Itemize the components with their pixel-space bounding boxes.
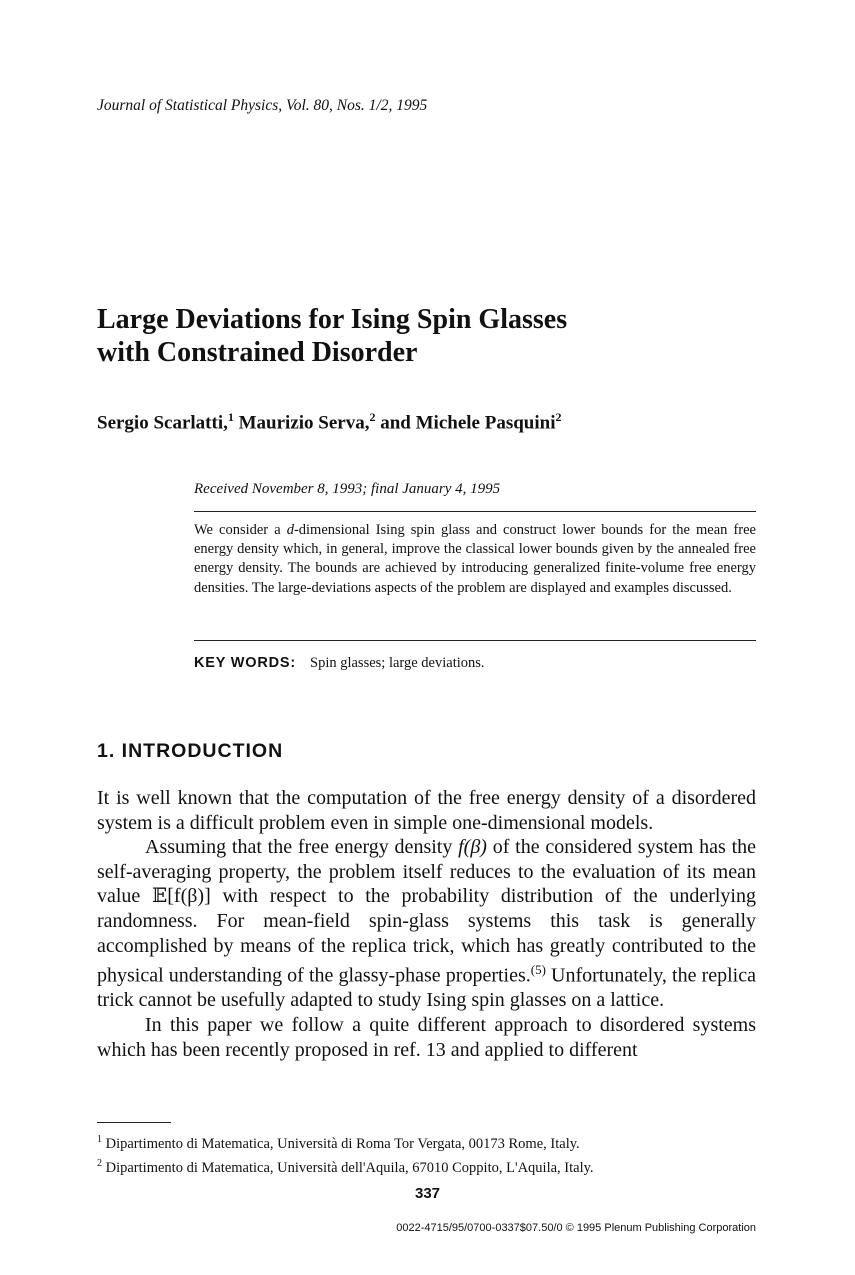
author-3: and Michele Pasquini — [380, 412, 556, 434]
abstract — [194, 521, 756, 598]
received-dates: Received November 8, 1993; final January 4, 1995 — [194, 481, 501, 497]
p2-text-c: with respect to the probability distribution of the underlying randomness. For mean-field spin-glass systems this task is generally accomplished by means of the replica trick, which has greatly contributed to the physical understanding of the glassy-phase properties. — [97, 885, 756, 987]
paragraph-3: In this paper we follow a quite different approach to disordered systems which has been recently proposed in ref. 13 and applied to different — [97, 1014, 756, 1061]
abstract-d-variable: d — [286, 522, 294, 538]
copyright-line: 0022-4715/95/0700-0337$07.50/0 © 1995 Plenum Publishing Corporation — [396, 1222, 756, 1234]
author-list — [97, 410, 561, 434]
abstract-text-rest: -dimensional Ising spin glass and construct lower bounds for the mean free energy density which, in general, improve the classical lower bounds given by the annealed free energy density. The bounds are achieved by introducing generalized finite-volume free energy densities. The large-deviations aspects of the problem are displayed and examples discussed. — [194, 522, 756, 596]
footnote-1-mark: 1 — [97, 1134, 102, 1145]
author-3-affiliation: 2 — [555, 410, 562, 424]
p2-text-b: of the considered system has the self-averaging property, the problem itself reduces to the evaluation of its mean value — [97, 836, 757, 908]
author-1-affiliation: 1 — [227, 410, 234, 424]
footnote-1 — [97, 1130, 756, 1154]
keywords-label: KEY WORDS: — [194, 655, 296, 671]
author-2: Maurizio Serva, — [238, 412, 370, 434]
footnote-1-text: Dipartimento di Matematica, Università di Roma Tor Vergata, 00173 Rome, Italy. — [105, 1135, 580, 1152]
citation-5: (5) — [530, 962, 546, 978]
keywords-value: Spin glasses; large deviations. — [310, 655, 485, 671]
footnote-2 — [97, 1154, 756, 1178]
free-energy-symbol: f(β) — [458, 836, 487, 859]
body-text — [97, 786, 756, 1062]
footnotes — [97, 1130, 756, 1178]
title-line-1: Large Deviations for Ising Spin Glasses — [97, 304, 568, 335]
paragraph-1: It is well known that the computation of the free energy density of a disordered system is a difficult problem even in simple one-dimensional models. — [97, 787, 756, 834]
journal-citation: Journal of Statistical Physics, Vol. 80, Nos. 1/2, 1995 — [97, 97, 428, 114]
author-1: Sergio Scarlatti, — [97, 412, 228, 434]
title-line-2: with Constrained Disorder — [97, 337, 418, 368]
page-number: 337 — [414, 1185, 441, 1202]
section-heading: 1. INTRODUCTION — [97, 740, 284, 762]
p2-text-d: Unfortunately, the replica trick cannot be usefully adapted to study Ising spin glasses on a lattice. — [97, 964, 756, 1012]
abstract-top-rule — [194, 511, 756, 512]
expectation-symbol: 𝔼[f(β)] — [152, 885, 211, 908]
author-2-affiliation: 2 — [369, 410, 376, 424]
keywords — [194, 655, 485, 672]
footnote-2-mark: 2 — [97, 1157, 102, 1169]
paper-title — [97, 303, 567, 369]
p2-text-a: Assuming that the free energy density — [145, 836, 459, 859]
footnote-2-text: Dipartimento di Matematica, Università dell'Aquila, 67010 Coppito, L'Aquila, Italy. — [105, 1159, 594, 1176]
abstract-text-start: We consider a — [194, 522, 287, 538]
paragraph-2 — [97, 835, 756, 1013]
abstract-bottom-rule — [194, 640, 756, 641]
footnote-rule — [97, 1122, 171, 1123]
